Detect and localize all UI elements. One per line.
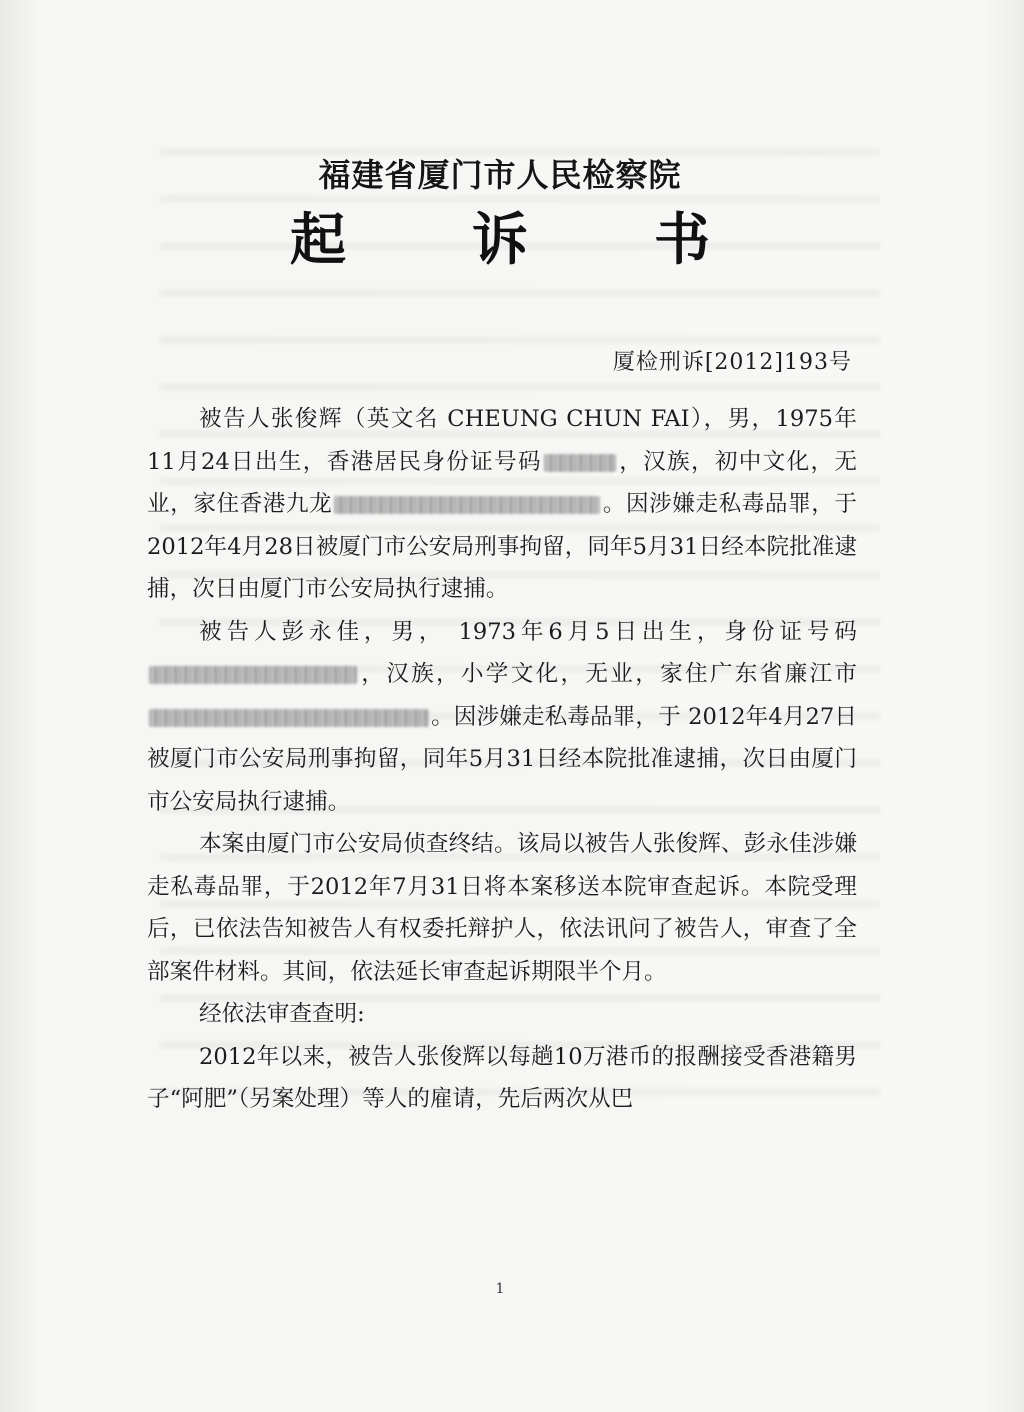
- paragraph-text: ，汉族，小学文化，无业，家住广东省廉江市: [359, 661, 857, 687]
- document-body: [147, 398, 857, 1121]
- page-number: 1: [495, 1281, 505, 1297]
- paragraph-defendant-1: [147, 398, 857, 611]
- paragraph-text: 被告人张俊辉（英文名 CHEUNG CHUN FAI），男，1975年11月24日出生，香港居民身份证号码: [147, 406, 857, 475]
- paragraph-defendant-2: [147, 611, 857, 824]
- organization-title: 福建省厦门市人民检察院: [318, 156, 682, 194]
- paragraph-text: 。因涉嫌走私毒品罪，于2012年4月28日被厦门市公安局刑事拘留，同年5月31日经本院批准逮捕，次日由厦门市公安局执行逮捕。: [147, 491, 858, 602]
- document-title-char-1: 起: [290, 207, 346, 273]
- paragraph-text: 。因涉嫌走私毒品罪，于 2012年4月27日被厦门市公安局刑事拘留，同年5月31日经本院批准逮捕，次日由厦门市公安局执行逮捕。: [147, 703, 857, 815]
- document-title: [290, 196, 710, 276]
- paragraph-facts: 2012年以来，被告人张俊辉以每趟10万港币的报酬接受香港籍男子“阿肥”（另案处理）等人的雇请，先后两次从巴: [147, 1043, 857, 1112]
- redacted-id-number: [544, 454, 616, 472]
- document-title-char-2: 诉: [472, 207, 528, 273]
- redacted-address: [334, 496, 600, 514]
- paragraph-findings-heading: 经依法审查查明:: [198, 1001, 365, 1027]
- paragraph-text: 被告人彭永佳，男， 1973年6月5日出生，身份证号码: [198, 618, 857, 645]
- document-number: 厦检刑诉[2012]193号: [612, 350, 852, 375]
- document-title-char-3: 书: [654, 207, 710, 273]
- redacted-address: [149, 709, 429, 727]
- paragraph-case-transfer: 本案由厦门市公安局侦查终结。该局以被告人张俊辉、彭永佳涉嫌走私毒品罪，于2012年7月31日将本案移送本院审查起诉。本院受理后，已依法告知被告人有权委托辩护人，依法讯问了被告人，审查了全部案件材料。其间，依法延长审查起诉期限半个月。: [147, 831, 857, 985]
- paragraph-text: ，汉族，初中文化，无业，家住香港九龙: [147, 448, 858, 517]
- redacted-id-number: [149, 666, 357, 684]
